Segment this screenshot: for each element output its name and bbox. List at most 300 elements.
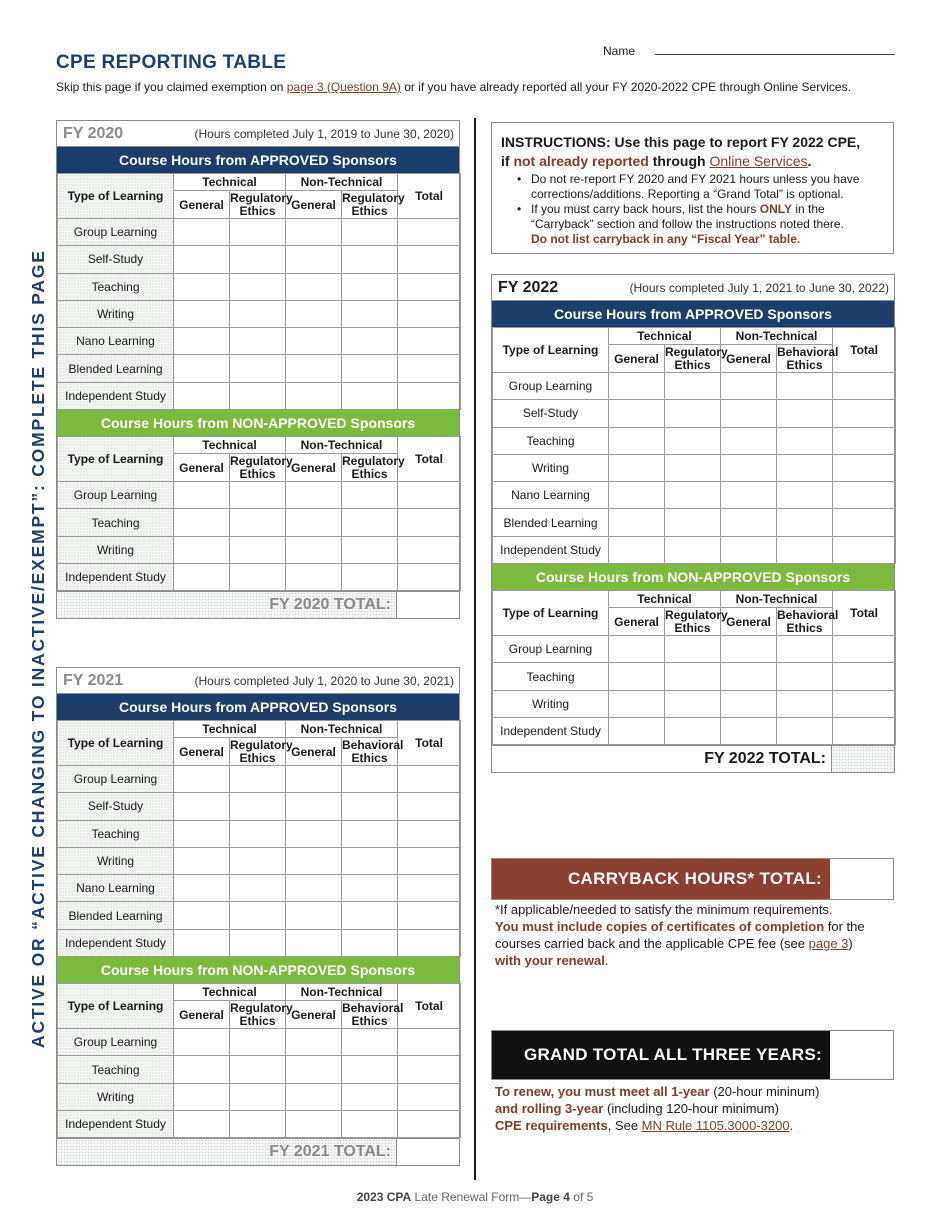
hours-input[interactable] xyxy=(286,300,342,327)
hours-input[interactable] xyxy=(174,273,230,300)
footer-form: 2023 CPA xyxy=(356,1190,412,1204)
name-field[interactable] xyxy=(655,54,895,55)
learning-type-cell: Blended Learning xyxy=(58,355,174,382)
instructions-line2 xyxy=(501,152,885,171)
hours-input[interactable] xyxy=(665,454,721,481)
hours-input[interactable] xyxy=(342,273,398,300)
hours-input[interactable] xyxy=(342,820,398,847)
hours-input[interactable] xyxy=(721,509,777,536)
row-total-input[interactable] xyxy=(398,563,461,590)
fy-total-label: FY 2022 TOTAL: xyxy=(704,750,826,768)
hours-input[interactable] xyxy=(230,355,286,382)
hours-input[interactable] xyxy=(609,636,665,663)
hours-input[interactable] xyxy=(230,536,286,563)
hours-input[interactable] xyxy=(230,902,286,929)
hours-input[interactable] xyxy=(721,717,777,744)
row-total-input[interactable] xyxy=(398,1056,461,1083)
table-row xyxy=(58,875,461,902)
hours-input[interactable] xyxy=(342,1029,398,1056)
table-row xyxy=(58,1110,461,1137)
row-total-input[interactable] xyxy=(833,482,896,509)
hours-input[interactable] xyxy=(609,482,665,509)
intro-text xyxy=(56,80,851,94)
hours-input[interactable] xyxy=(286,536,342,563)
learning-type-cell: Independent Study xyxy=(493,536,609,563)
hours-input[interactable] xyxy=(665,690,721,717)
ethics-label: Ethics xyxy=(239,1013,276,1028)
hours-input[interactable] xyxy=(777,717,833,744)
hours-input[interactable] xyxy=(609,400,665,427)
regulatory-ethics-header xyxy=(230,190,293,219)
technical-header: Technical xyxy=(174,437,286,454)
learning-type-cell: Independent Study xyxy=(58,929,174,956)
fy2021-table xyxy=(56,667,460,1166)
hours-input[interactable] xyxy=(777,373,833,400)
hours-input[interactable] xyxy=(665,636,721,663)
type-of-learning-header: Type of Learning xyxy=(493,591,609,636)
ethics-label: Ethics xyxy=(674,357,711,372)
row-total-input[interactable] xyxy=(398,793,461,820)
hours-input[interactable] xyxy=(721,663,777,690)
table-row xyxy=(58,1056,461,1083)
row-total-input[interactable] xyxy=(398,219,461,246)
general-header: General xyxy=(286,454,342,482)
hours-input[interactable] xyxy=(286,793,342,820)
hours-input[interactable] xyxy=(609,427,665,454)
hours-input[interactable] xyxy=(342,793,398,820)
hours-input[interactable] xyxy=(286,246,342,273)
hours-input[interactable] xyxy=(286,766,342,793)
table-row xyxy=(58,355,461,382)
row-total-input[interactable] xyxy=(833,690,896,717)
non-technical-header: Non-Technical xyxy=(286,174,398,191)
instructions-list xyxy=(517,172,885,247)
hours-input[interactable] xyxy=(230,929,286,956)
hours-input[interactable] xyxy=(777,690,833,717)
carryback-paren: ) xyxy=(848,936,853,951)
instructions-box xyxy=(491,122,894,254)
ethics-label: Ethics xyxy=(786,620,823,635)
ethics-label: Ethics xyxy=(239,466,276,481)
hours-input[interactable] xyxy=(609,509,665,536)
learning-type-cell: Independent Study xyxy=(58,1110,174,1137)
hours-input[interactable] xyxy=(174,300,230,327)
table-row xyxy=(58,300,461,327)
one-year-text: To renew, you must meet all 1-year xyxy=(495,1084,710,1099)
hours-input[interactable] xyxy=(665,663,721,690)
grand-total-label: GRAND TOTAL ALL THREE YEARS: xyxy=(492,1031,830,1079)
ethics-label: Ethics xyxy=(351,203,388,218)
footer-end: of 5 xyxy=(569,1190,594,1204)
fy-label: FY 2021 xyxy=(63,671,124,689)
cpe-req-text: CPE requirements xyxy=(495,1118,608,1133)
table-row xyxy=(58,482,461,509)
hours-input[interactable] xyxy=(286,273,342,300)
learning-type-cell: Independent Study xyxy=(493,717,609,744)
hours-input[interactable] xyxy=(230,875,286,902)
instructions-through: through xyxy=(648,153,710,169)
learning-type-cell: Group Learning xyxy=(58,1029,174,1056)
hours-input[interactable] xyxy=(342,300,398,327)
general-header: General xyxy=(286,191,342,219)
regulatory-label: Regulatory xyxy=(230,190,293,205)
table-row xyxy=(493,482,896,509)
ethics-label: Ethics xyxy=(674,620,711,635)
approved-grid xyxy=(492,327,894,564)
learning-type-cell: Nano Learning xyxy=(493,482,609,509)
hours-input[interactable] xyxy=(721,636,777,663)
hours-input[interactable] xyxy=(174,929,230,956)
hours-input[interactable] xyxy=(286,820,342,847)
hours-input[interactable] xyxy=(342,509,398,536)
row-total-input[interactable] xyxy=(398,382,461,409)
row-total-input[interactable] xyxy=(398,902,461,929)
hours-input[interactable] xyxy=(174,902,230,929)
total-header: Total xyxy=(833,591,896,636)
row-total-input[interactable] xyxy=(398,1083,461,1110)
page3-link-2[interactable]: page 3 xyxy=(808,936,849,951)
hours-input[interactable] xyxy=(342,1110,398,1137)
hours-input[interactable] xyxy=(286,482,342,509)
row-total-input[interactable] xyxy=(833,427,896,454)
hours-input[interactable] xyxy=(174,793,230,820)
mn-rule-link[interactable]: MN Rule 1105.3000-3200 xyxy=(641,1118,790,1133)
hours-input[interactable] xyxy=(721,536,777,563)
learning-type-cell: Group Learning xyxy=(58,219,174,246)
row-total-input[interactable] xyxy=(398,328,461,355)
ethics-label: Ethics xyxy=(351,466,388,481)
row-total-input[interactable] xyxy=(833,373,896,400)
nontech-ethics-header xyxy=(342,1000,404,1029)
row-total-input[interactable] xyxy=(398,355,461,382)
grand-note-line1 xyxy=(495,1083,895,1100)
ethics-type-label: Behavioral xyxy=(777,607,839,622)
ethics-type-label: Behavioral xyxy=(342,737,404,752)
hours-input[interactable] xyxy=(342,847,398,874)
row-total-input[interactable] xyxy=(398,300,461,327)
learning-type-cell: Blended Learning xyxy=(58,902,174,929)
hours-input[interactable] xyxy=(342,536,398,563)
hours-input[interactable] xyxy=(609,373,665,400)
nonapproved-grid xyxy=(57,436,459,591)
instructions-line1: INSTRUCTIONS: Use this page to report FY 2022 CPE, xyxy=(501,134,861,150)
learning-type-cell: Independent Study xyxy=(58,382,174,409)
hours-input[interactable] xyxy=(230,219,286,246)
hours-input[interactable] xyxy=(342,246,398,273)
nontech-ethics-header xyxy=(777,607,839,636)
hours-input[interactable] xyxy=(174,766,230,793)
hours-input[interactable] xyxy=(665,373,721,400)
table-row xyxy=(58,536,461,563)
row-total-input[interactable] xyxy=(398,246,461,273)
table-row xyxy=(58,1083,461,1110)
regulatory-ethics-header xyxy=(230,737,293,766)
hours-input[interactable] xyxy=(286,929,342,956)
row-total-input[interactable] xyxy=(398,1029,461,1056)
non-technical-header: Non-Technical xyxy=(286,437,398,454)
bullet2-only: ONLY xyxy=(759,202,792,216)
hours-input[interactable] xyxy=(342,382,398,409)
hours-input[interactable] xyxy=(174,219,230,246)
hours-input[interactable] xyxy=(609,717,665,744)
non-technical-header: Non-Technical xyxy=(721,591,833,608)
row-total-input[interactable] xyxy=(398,847,461,874)
hours-input[interactable] xyxy=(174,1110,230,1137)
general-header: General xyxy=(286,1001,342,1029)
hours-input[interactable] xyxy=(174,847,230,874)
hours-input[interactable] xyxy=(230,1110,286,1137)
hours-input[interactable] xyxy=(721,400,777,427)
three-year-text: and rolling 3-year xyxy=(495,1101,604,1116)
row-total-input[interactable] xyxy=(398,482,461,509)
general-header: General xyxy=(721,608,777,636)
fy-total-row xyxy=(57,591,459,618)
table-row xyxy=(58,847,461,874)
hours-input[interactable] xyxy=(174,820,230,847)
hours-input[interactable] xyxy=(777,454,833,481)
hours-input[interactable] xyxy=(342,1083,398,1110)
type-of-learning-header: Type of Learning xyxy=(58,721,174,766)
hours-input[interactable] xyxy=(665,427,721,454)
hours-input[interactable] xyxy=(721,454,777,481)
hours-input[interactable] xyxy=(174,482,230,509)
hours-input[interactable] xyxy=(174,509,230,536)
hours-input[interactable] xyxy=(665,717,721,744)
hours-input[interactable] xyxy=(342,328,398,355)
table-row xyxy=(493,690,896,717)
hours-input[interactable] xyxy=(777,400,833,427)
row-total-input[interactable] xyxy=(833,509,896,536)
hours-input[interactable] xyxy=(174,563,230,590)
hours-input[interactable] xyxy=(342,929,398,956)
hours-input[interactable] xyxy=(286,563,342,590)
table-row xyxy=(493,636,896,663)
ethics-label: Ethics xyxy=(351,1013,388,1028)
hours-input[interactable] xyxy=(286,1083,342,1110)
nontech-ethics-header xyxy=(777,344,839,373)
carryback-input[interactable] xyxy=(830,859,893,899)
hours-input[interactable] xyxy=(609,663,665,690)
table-row xyxy=(58,273,461,300)
hours-input[interactable] xyxy=(230,563,286,590)
learning-type-cell: Writing xyxy=(493,690,609,717)
row-total-input[interactable] xyxy=(833,636,896,663)
hours-input[interactable] xyxy=(230,273,286,300)
table-row xyxy=(58,902,461,929)
hours-input[interactable] xyxy=(286,355,342,382)
hours-input[interactable] xyxy=(230,847,286,874)
hours-input[interactable] xyxy=(230,1083,286,1110)
hours-input[interactable] xyxy=(777,482,833,509)
hours-input[interactable] xyxy=(609,536,665,563)
hours-input[interactable] xyxy=(174,536,230,563)
non-technical-header: Non-Technical xyxy=(286,721,398,738)
hours-input[interactable] xyxy=(230,246,286,273)
row-total-input[interactable] xyxy=(398,929,461,956)
approved-band: Course Hours from APPROVED Sponsors xyxy=(57,147,459,173)
ethics-type-label: Regulatory xyxy=(342,190,405,205)
regulatory-ethics-header xyxy=(665,607,728,636)
hours-input[interactable] xyxy=(230,509,286,536)
hours-input[interactable] xyxy=(721,690,777,717)
hours-input[interactable] xyxy=(721,373,777,400)
learning-type-cell: Teaching xyxy=(58,1056,174,1083)
table-row xyxy=(58,563,461,590)
hours-input[interactable] xyxy=(230,766,286,793)
ethics-label: Ethics xyxy=(351,750,388,765)
footer-mid: Late Renewal Form— xyxy=(411,1190,532,1204)
learning-type-cell: Nano Learning xyxy=(58,875,174,902)
hours-input[interactable] xyxy=(230,328,286,355)
general-header: General xyxy=(174,1001,230,1029)
row-total-input[interactable] xyxy=(398,509,461,536)
hours-input[interactable] xyxy=(721,427,777,454)
table-row xyxy=(493,509,896,536)
row-total-input[interactable] xyxy=(833,536,896,563)
hours-input[interactable] xyxy=(286,1029,342,1056)
hours-input[interactable] xyxy=(665,482,721,509)
hours-input[interactable] xyxy=(665,509,721,536)
hours-input[interactable] xyxy=(286,875,342,902)
hours-input[interactable] xyxy=(342,482,398,509)
one-year-rest: (20-hour mininum) xyxy=(709,1084,820,1099)
hours-input[interactable] xyxy=(230,382,286,409)
table-row xyxy=(493,427,896,454)
instructions-bullet-2 xyxy=(517,202,885,247)
row-total-input[interactable] xyxy=(398,536,461,563)
hours-input[interactable] xyxy=(230,1056,286,1083)
hours-input[interactable] xyxy=(230,482,286,509)
certificates-text: You must include copies of certificates of completion xyxy=(495,919,825,934)
hours-input[interactable] xyxy=(174,355,230,382)
hours-input[interactable] xyxy=(342,563,398,590)
learning-type-cell: Writing xyxy=(58,1083,174,1110)
page-title: CPE REPORTING TABLE xyxy=(56,52,287,73)
hours-input[interactable] xyxy=(230,793,286,820)
online-services-link[interactable]: Online Services xyxy=(709,153,808,169)
hours-input[interactable] xyxy=(174,875,230,902)
hours-input[interactable] xyxy=(286,902,342,929)
row-total-input[interactable] xyxy=(833,454,896,481)
instructions-if: if xyxy=(501,153,514,169)
learning-type-cell: Teaching xyxy=(58,509,174,536)
approved-grid xyxy=(57,720,459,957)
row-total-input[interactable] xyxy=(833,717,896,744)
hours-input[interactable] xyxy=(342,875,398,902)
table-row xyxy=(58,1029,461,1056)
technical-header: Technical xyxy=(609,591,721,608)
fy-total-input[interactable] xyxy=(831,746,894,772)
hours-input[interactable] xyxy=(665,400,721,427)
row-total-input[interactable] xyxy=(833,663,896,690)
fy-range: (Hours completed July 1, 2021 to June 30, 2022) xyxy=(629,280,889,295)
total-header: Total xyxy=(398,174,461,219)
learning-type-cell: Group Learning xyxy=(58,766,174,793)
grand-note-line3 xyxy=(495,1117,895,1134)
hours-input[interactable] xyxy=(609,690,665,717)
hours-input[interactable] xyxy=(286,509,342,536)
type-of-learning-header: Type of Learning xyxy=(493,328,609,373)
row-total-input[interactable] xyxy=(398,273,461,300)
ethics-type-label: Regulatory xyxy=(342,453,405,468)
row-total-input[interactable] xyxy=(398,766,461,793)
technical-header: Technical xyxy=(174,721,286,738)
hours-input[interactable] xyxy=(342,1056,398,1083)
learning-type-cell: Group Learning xyxy=(58,482,174,509)
fy-total-input[interactable] xyxy=(396,592,459,618)
hours-input[interactable] xyxy=(286,382,342,409)
learning-type-cell: Self-Study xyxy=(58,793,174,820)
hours-input[interactable] xyxy=(342,902,398,929)
hours-input[interactable] xyxy=(777,663,833,690)
learning-type-cell: Writing xyxy=(493,454,609,481)
hours-input[interactable] xyxy=(286,328,342,355)
table-row xyxy=(58,820,461,847)
hours-input[interactable] xyxy=(174,1029,230,1056)
hours-input[interactable] xyxy=(174,1083,230,1110)
instructions-heading xyxy=(501,133,885,171)
grand-total-input[interactable] xyxy=(830,1031,893,1079)
hours-input[interactable] xyxy=(174,246,230,273)
hours-input[interactable] xyxy=(777,509,833,536)
hours-input[interactable] xyxy=(174,1056,230,1083)
table-row xyxy=(58,793,461,820)
regulatory-label: Regulatory xyxy=(665,607,728,622)
bullet2-b: in the “Carryback” section and follow the instructions noted there. xyxy=(531,202,844,231)
hours-input[interactable] xyxy=(609,454,665,481)
hours-input[interactable] xyxy=(777,536,833,563)
row-total-input[interactable] xyxy=(398,820,461,847)
technical-header: Technical xyxy=(174,984,286,1001)
learning-type-cell: Group Learning xyxy=(493,636,609,663)
hours-input[interactable] xyxy=(342,766,398,793)
hours-input[interactable] xyxy=(286,1110,342,1137)
hours-input[interactable] xyxy=(665,536,721,563)
row-total-input[interactable] xyxy=(398,1110,461,1137)
hours-input[interactable] xyxy=(174,382,230,409)
hours-input[interactable] xyxy=(230,300,286,327)
hours-input[interactable] xyxy=(721,482,777,509)
row-total-input[interactable] xyxy=(833,400,896,427)
page-footer xyxy=(0,1190,950,1204)
carryback-box xyxy=(491,858,894,900)
hours-input[interactable] xyxy=(174,328,230,355)
hours-input[interactable] xyxy=(342,219,398,246)
non-technical-header: Non-Technical xyxy=(286,984,398,1001)
fy-total-row xyxy=(492,745,894,772)
hours-input[interactable] xyxy=(230,820,286,847)
table-row xyxy=(58,509,461,536)
nonapproved-band: Course Hours from NON-APPROVED Sponsors xyxy=(57,410,459,436)
hours-input[interactable] xyxy=(230,1029,286,1056)
hours-input[interactable] xyxy=(342,355,398,382)
learning-type-cell: Teaching xyxy=(58,273,174,300)
table-row xyxy=(58,766,461,793)
hours-input[interactable] xyxy=(286,847,342,874)
table-row xyxy=(58,382,461,409)
table-row xyxy=(58,328,461,355)
fy-total-input[interactable] xyxy=(396,1139,459,1165)
hours-input[interactable] xyxy=(286,219,342,246)
carryback-note-line1: *If applicable/needed to satisfy the minimum requirements. xyxy=(495,902,833,917)
hours-input[interactable] xyxy=(777,427,833,454)
regulatory-label: Regulatory xyxy=(665,344,728,359)
page3-link[interactable]: page 3 (Question 9A) xyxy=(286,80,401,94)
table-row xyxy=(58,246,461,273)
hours-input[interactable] xyxy=(777,636,833,663)
hours-input[interactable] xyxy=(286,1056,342,1083)
row-total-input[interactable] xyxy=(398,875,461,902)
